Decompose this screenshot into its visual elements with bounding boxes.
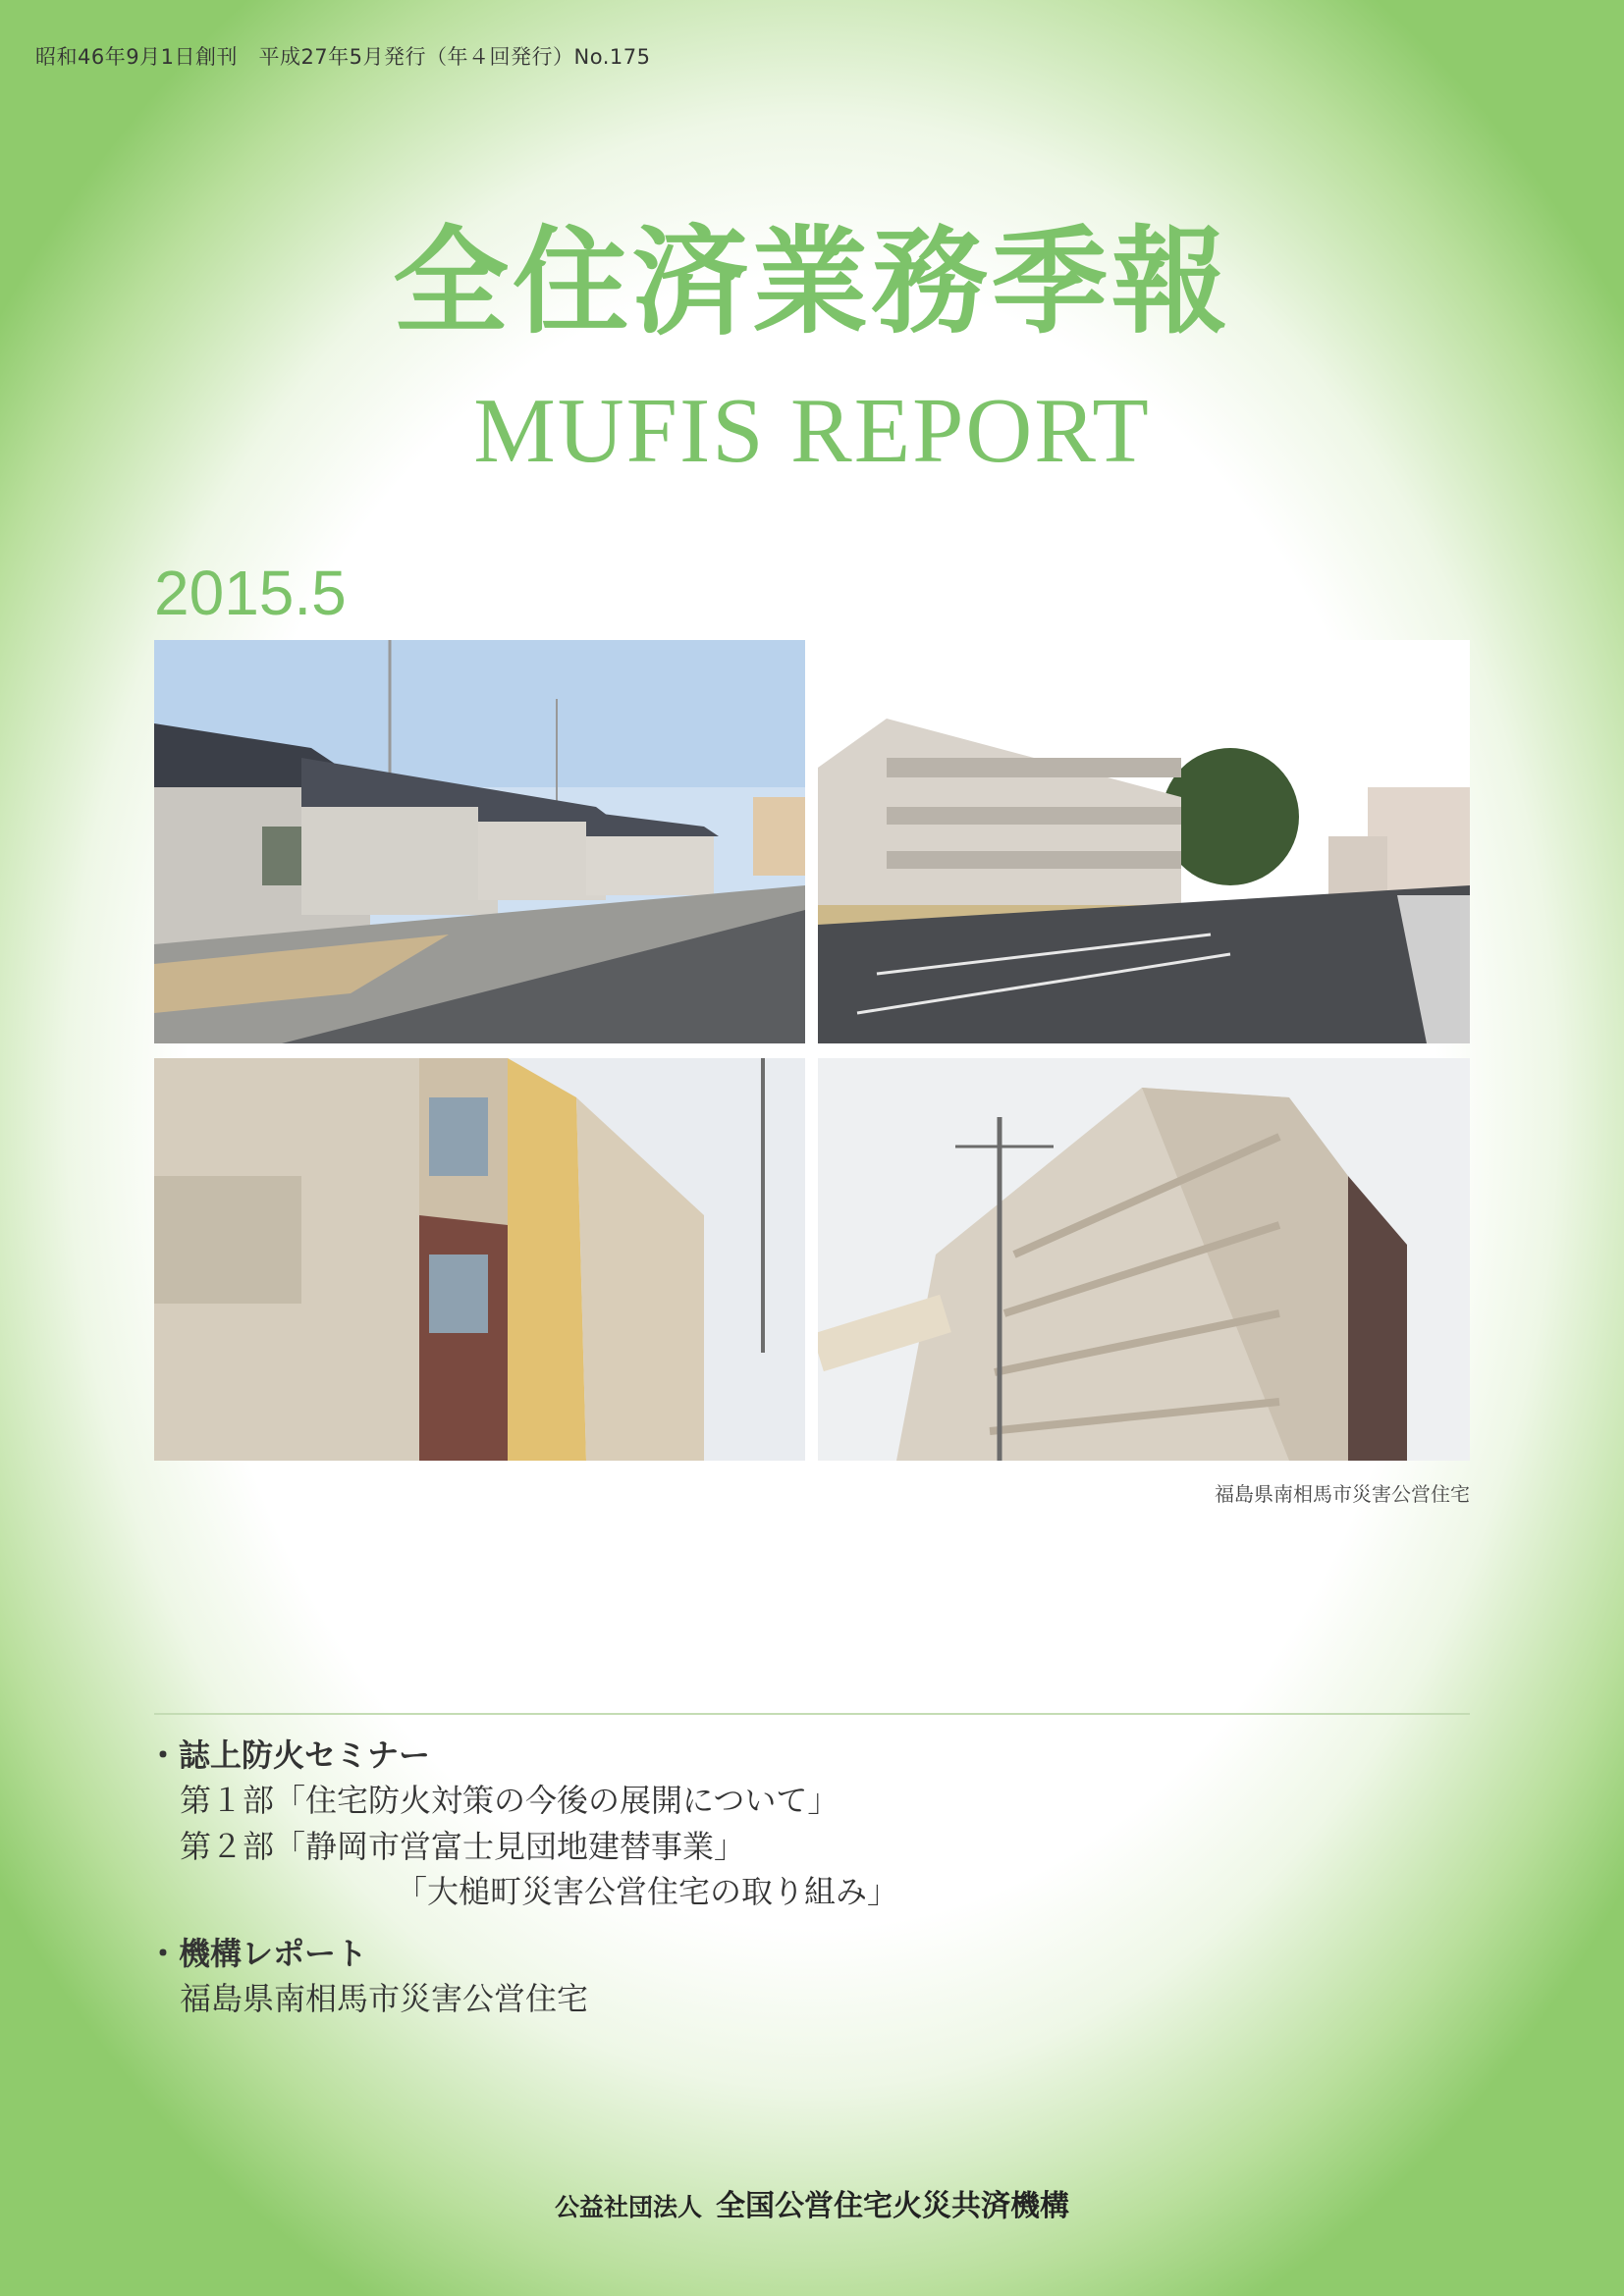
photo-tall-building-utility-pole — [818, 1058, 1470, 1461]
publisher-type: 公益社団法人 — [554, 2193, 702, 2221]
section-title-agency-report: ・機構レポート — [147, 1934, 368, 1972]
section-spacer — [147, 1915, 898, 1931]
photo-apartment-parking — [818, 640, 1470, 1043]
section-line: 第２部「静岡市営富士見団地建替事業」 — [180, 1827, 746, 1865]
photo-multistorey-brown-building — [154, 1058, 805, 1461]
table-of-contents — [147, 1733, 898, 2021]
section-line: 第１部「住宅防火対策の今後の展開について」 — [180, 1782, 839, 1820]
title-english: MUFIS REPORT — [473, 380, 1151, 482]
section-title-fire-seminar: ・誌上防火セミナー — [147, 1736, 431, 1774]
publisher-name: 全国公営住宅火災共済機構 — [716, 2189, 1069, 2223]
issue-info: 昭和46年9月1日創刊 平成27年5月発行（年４回発行）No.175 — [35, 45, 651, 69]
publisher — [0, 2181, 1624, 2224]
photo-caption: 福島県南相馬市災害公営住宅 — [1215, 1482, 1470, 1506]
divider — [154, 1713, 1470, 1715]
section-line: 福島県南相馬市災害公営住宅 — [180, 1979, 589, 2017]
photo-single-storey-houses — [154, 640, 805, 1043]
title-japanese: 全住済業務季報 — [392, 214, 1231, 349]
section-line-continuation: 「大槌町災害公営住宅の取り組み」 — [396, 1873, 899, 1911]
issue-date: 2015.5 — [154, 558, 347, 628]
